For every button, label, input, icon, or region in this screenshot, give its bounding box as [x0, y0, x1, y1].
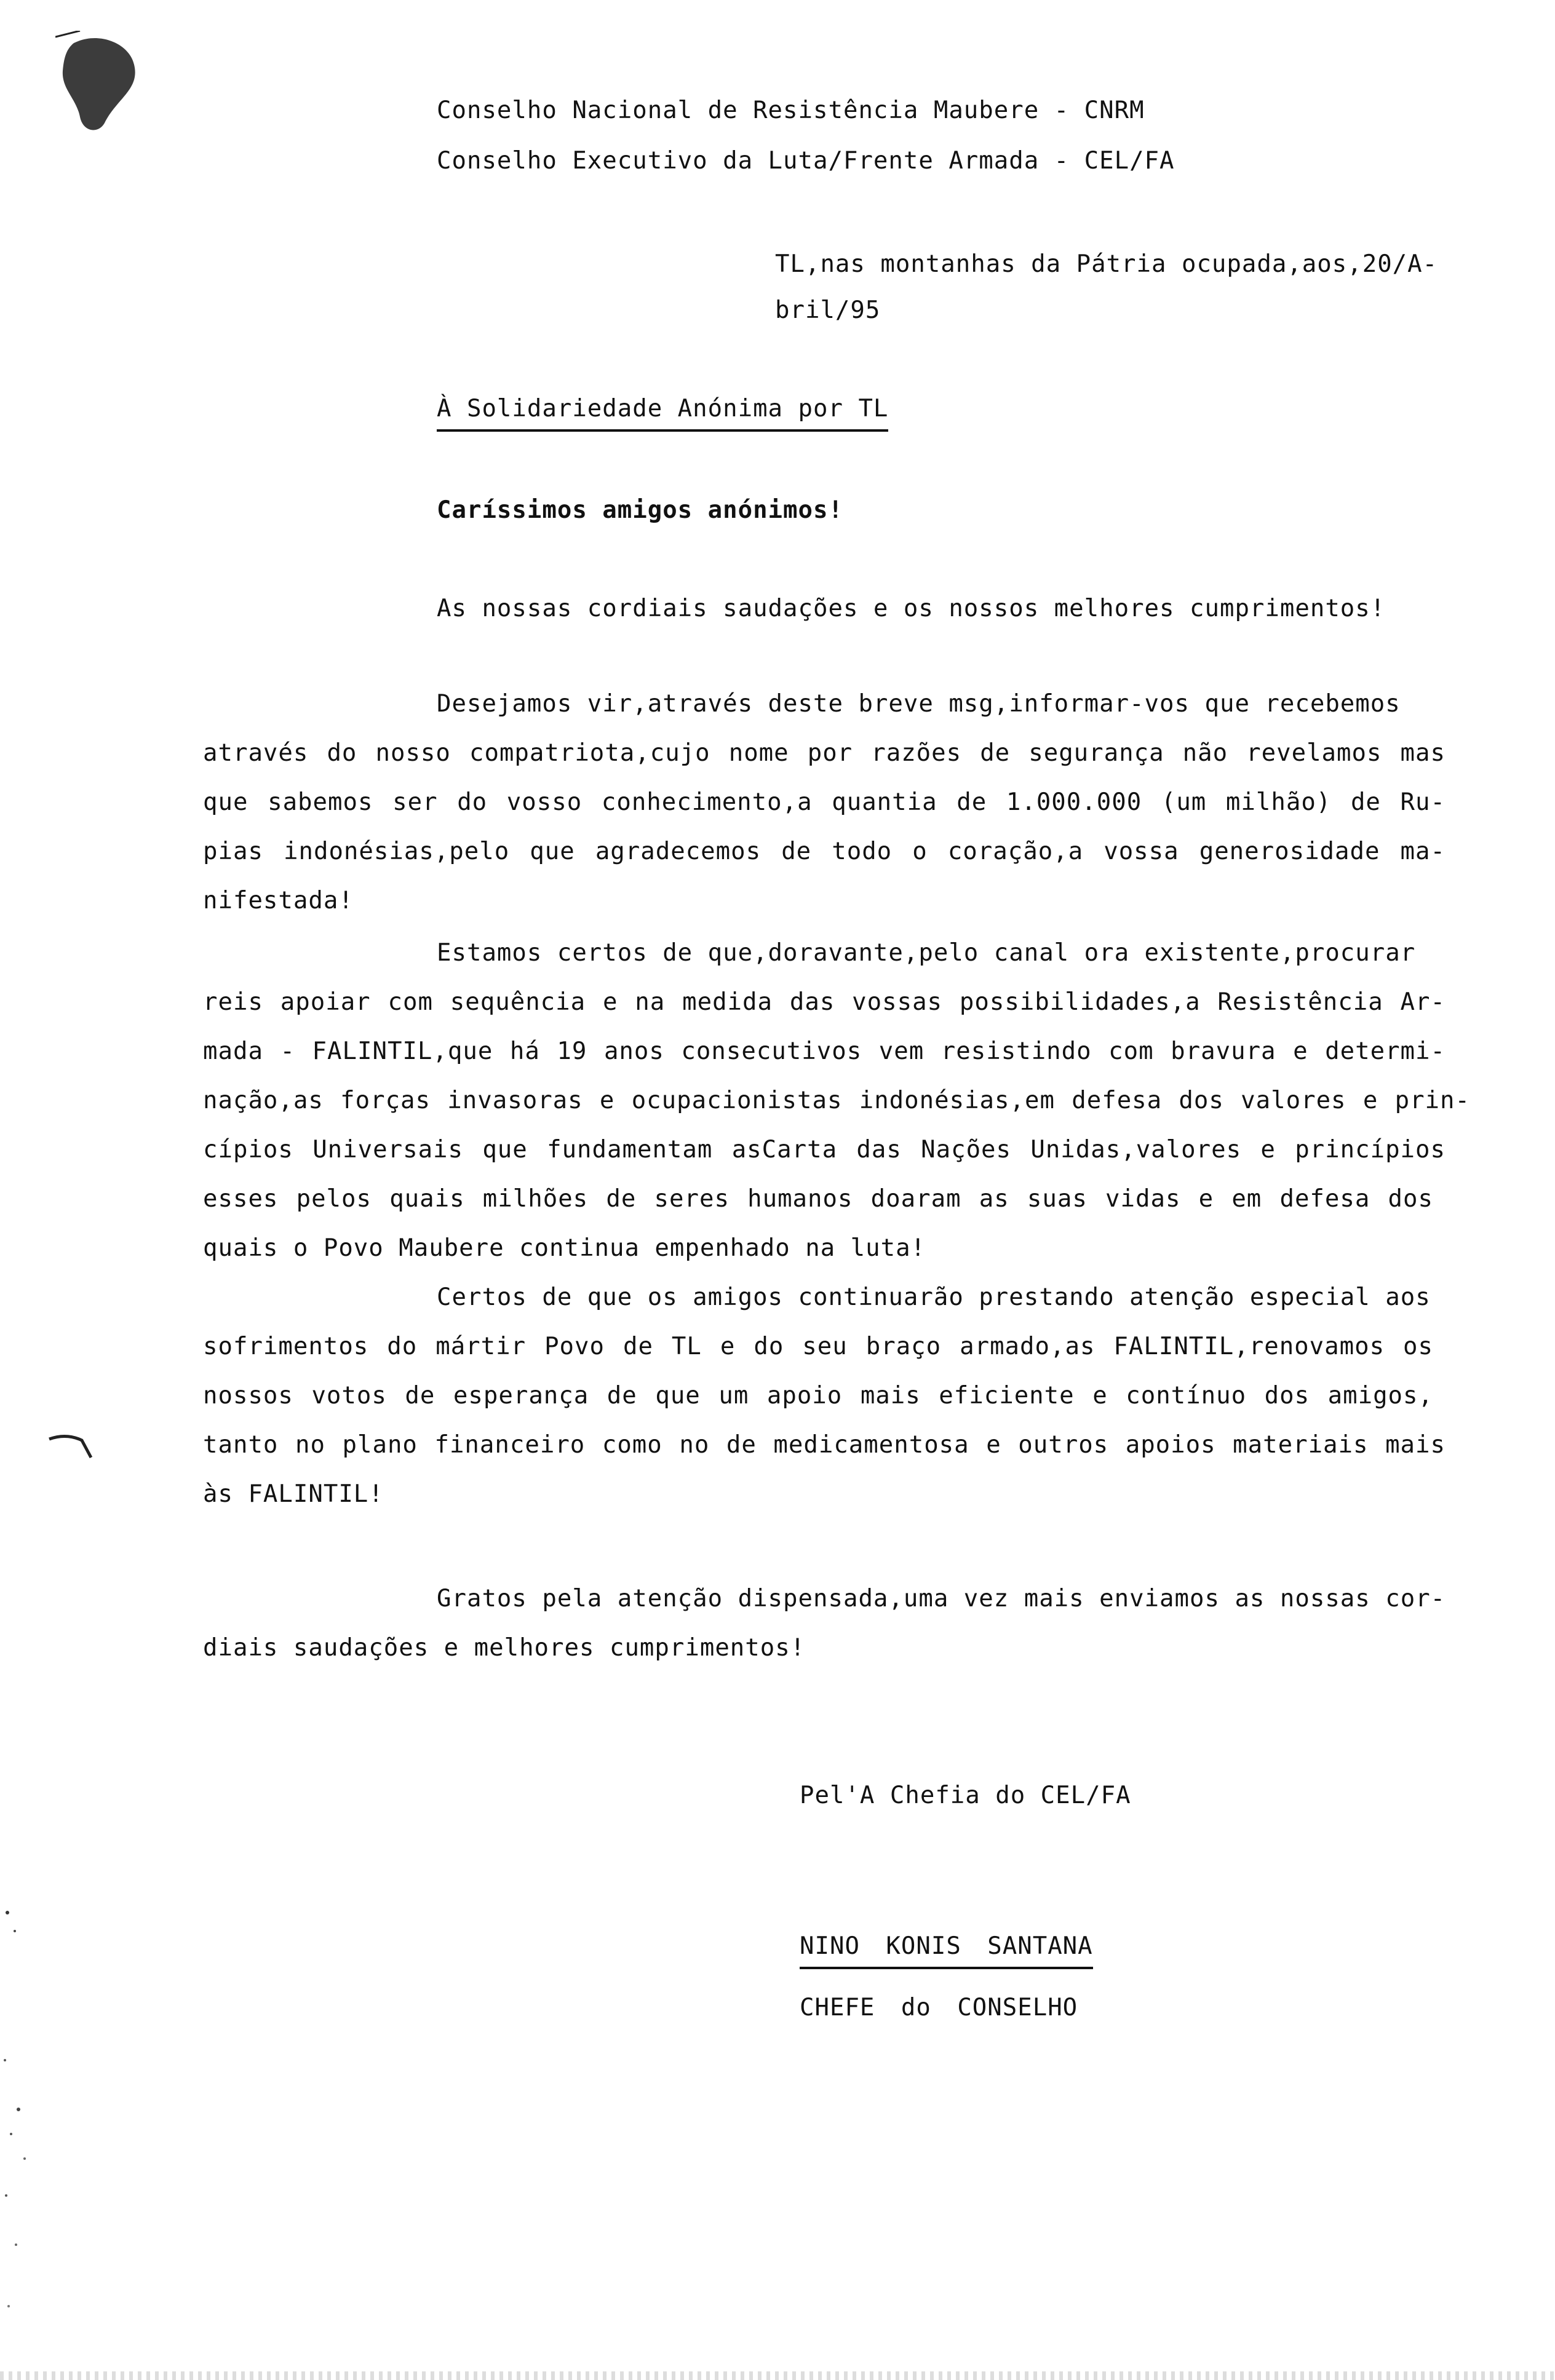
paragraph-3-line: tanto no plano financeiro como no de medicamentosa e outros apoios materiais mais [203, 1431, 1446, 1459]
paragraph-1-line: Desejamos vir,através deste breve msg,informar-vos que recebemos [437, 690, 1401, 718]
signature-title: CHEFE do CONSELHO [800, 1994, 1078, 2021]
greeting: As nossas cordiais saudações e os nossos melhores cumprimentos! [437, 595, 1386, 622]
place-date-line-2: bril/95 [775, 296, 881, 324]
paragraph-2-line: nação,as forças invasoras e ocupacionistas indonésias,em defesa dos valores e prin- [203, 1087, 1470, 1114]
paragraph-2-line: quais o Povo Maubere continua empenhado na luta! [203, 1234, 926, 1262]
paragraph-1-line: nifestada! [203, 887, 354, 914]
paragraph-1-line: pias indonésias,pelo que agradecemos de todo o coração,a vossa generosidade ma- [203, 838, 1446, 865]
paragraph-4-line: diais saudações e melhores cumprimentos! [203, 1634, 806, 1662]
letterhead-line-2: Conselho Executivo da Luta/Frente Armada - CEL/FA [437, 147, 1175, 175]
salutation: Caríssimos amigos anónimos! [437, 496, 843, 524]
place-date-line-1: TL,nas montanhas da Pátria ocupada,aos,20/A- [775, 250, 1438, 278]
paragraph-2-line: reis apoiar com sequência e na medida das vossas possibilidades,a Resistência Ar- [203, 988, 1446, 1016]
addressee-heading: À Solidariedade Anónima por TL [437, 394, 888, 432]
paragraph-3-line: Certos de que os amigos continuarão prestando atenção especial aos [437, 1283, 1431, 1311]
paragraph-2-line: Estamos certos de que,doravante,pelo canal ora existente,procurar [437, 939, 1416, 967]
paragraph-2-line: esses pelos quais milhões de seres humanos doaram as suas vidas e em defesa dos [203, 1185, 1433, 1213]
signature-name: NINO KONIS SANTANA [800, 1931, 1093, 1969]
paragraph-4-line: Gratos pela atenção dispensada,uma vez mais enviamos as nossas cor- [437, 1585, 1446, 1612]
letterhead-line-1: Conselho Nacional de Resistência Maubere - CNRM [437, 97, 1145, 124]
margin-tick-mark [48, 1427, 97, 1464]
paragraph-1-line: que sabemos ser do vosso conhecimento,a quantia de 1.000.000 (um milhão) de Ru- [203, 788, 1446, 816]
paragraph-3-line: sofrimentos do mártir Povo de TL e do seu braço armado,as FALINTIL,renovamos os [203, 1333, 1433, 1360]
paragraph-2-line: mada - FALINTIL,que há 19 anos consecutivos vem resistindo com bravura e determi- [203, 1037, 1446, 1065]
scan-bottom-edge [0, 2371, 1555, 2380]
scan-noise [0, 1876, 74, 2368]
ink-blot-mark [55, 31, 141, 135]
paragraph-1-line: através do nosso compatriota,cujo nome por razões de segurança não revelamos mas [203, 739, 1446, 767]
paragraph-3-line: nossos votos de esperança de que um apoio mais eficiente e contínuo dos amigos, [203, 1382, 1433, 1410]
paragraph-2-line: cípios Universais que fundamentam asCarta das Nações Unidas,valores e princípios [203, 1136, 1446, 1164]
closing-line: Pel'A Chefia do CEL/FA [800, 1782, 1131, 1809]
paragraph-3-line: às FALINTIL! [203, 1480, 384, 1508]
